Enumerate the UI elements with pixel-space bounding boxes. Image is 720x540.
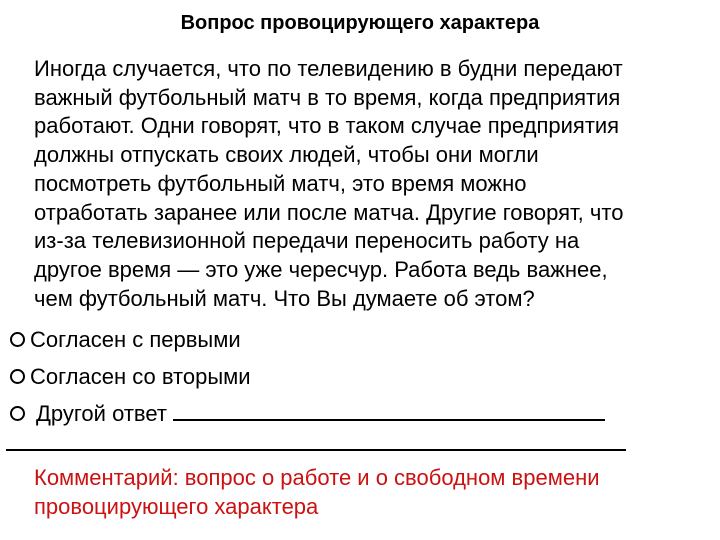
question-line: посмотреть футбольный матч, это время можно (34, 170, 527, 196)
question-line: другое время — это уже чересчур. Работа ведь важнее, (34, 256, 608, 282)
comment-line: Комментарий: вопрос о работе и о свободном времени (34, 465, 600, 490)
page-title: Вопрос провоцирующего характера (180, 12, 540, 34)
option-agree-second[interactable] (6, 358, 716, 395)
question-line: чем футбольный матч. Что Вы думаете об этом? (34, 285, 535, 311)
question-line: отработать заранее или после матча. Другие говорят, что (34, 199, 624, 225)
option-label: Согласен с первыми (30, 327, 241, 352)
question-text (34, 55, 714, 313)
option-agree-first[interactable] (6, 321, 716, 358)
question-line: важный футбольный матч в то время, когда предприятия (34, 84, 621, 110)
question-line: должны отпускать своих людей, чтобы они могли (34, 142, 539, 168)
option-label: Другой ответ (36, 401, 167, 426)
radio-icon[interactable] (10, 332, 25, 347)
comment-text (34, 463, 714, 521)
answer-continuation-line[interactable] (6, 449, 626, 451)
answer-options (6, 321, 716, 432)
other-answer-field[interactable] (173, 397, 605, 421)
comment-line: провоцирующего характера (34, 494, 319, 519)
radio-icon[interactable] (10, 369, 25, 384)
radio-icon[interactable] (10, 406, 25, 421)
question-line: из-за телевизионной передачи переносить работу на (34, 228, 580, 254)
question-line: работают. Одни говорят, что в таком случае предприятия (34, 113, 620, 139)
option-label: Согласен со вторыми (30, 364, 251, 389)
question-line: Иногда случается, что по телевидению в будни передают (34, 56, 623, 81)
option-other-answer[interactable] (6, 395, 716, 432)
